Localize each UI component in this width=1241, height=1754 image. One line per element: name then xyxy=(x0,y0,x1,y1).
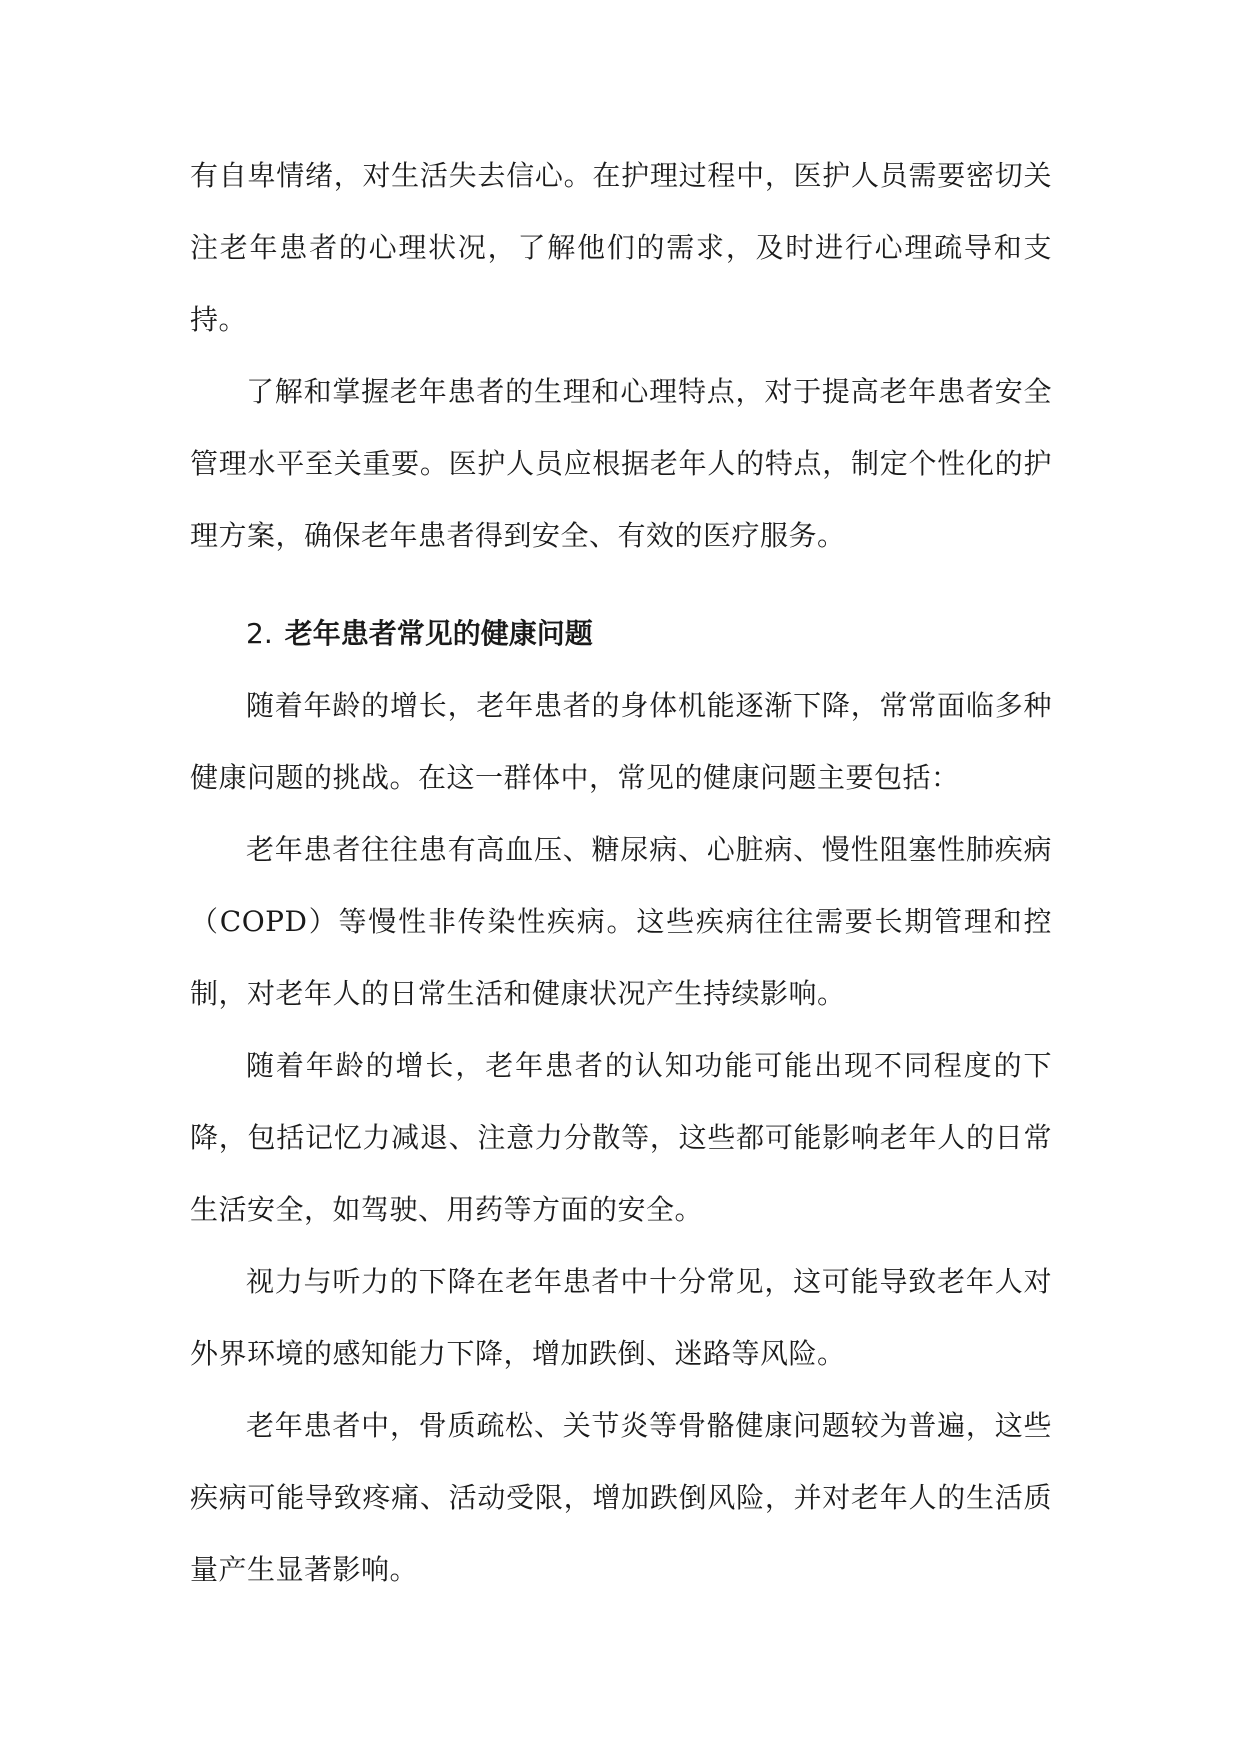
paragraph: 随着年龄的增长，老年患者的身体机能逐渐下降，常常面临多种健康问题的挑战。在这一群体中，常见的健康问题主要包括： xyxy=(190,689,1052,794)
paragraph: 视力与听力的下降在老年患者中十分常见，这可能导致老年人对外界环境的感知能力下降，增加跌倒、迷路等风险。 xyxy=(190,1265,1052,1370)
section-number: 2. xyxy=(246,617,273,650)
paragraph-continuation: 有自卑情绪，对生活失去信心。在护理过程中，医护人员需要密切关注老年患者的心理状况，了解他们的需求，及时进行心理疏导和支持。 xyxy=(190,159,1052,336)
document-body xyxy=(190,140,1052,1606)
paragraph: 随着年龄的增长，老年患者的认知功能可能出现不同程度的下降，包括记忆力减退、注意力分散等，这些都可能影响老年人的日常生活安全，如驾驶、用药等方面的安全。 xyxy=(190,1049,1052,1226)
paragraph: 老年患者中，骨质疏松、关节炎等骨骼健康问题较为普遍，这些疾病可能导致疼痛、活动受限，增加跌倒风险，并对老年人的生活质量产生显著影响。 xyxy=(190,1409,1052,1586)
paragraph: 老年患者往往患有高血压、糖尿病、心脏病、慢性阻塞性肺疾病（COPD）等慢性非传染性疾病。这些疾病往往需要长期管理和控制，对老年人的日常生活和健康状况产生持续影响。 xyxy=(190,833,1052,1010)
paragraph: 了解和掌握老年患者的生理和心理特点，对于提高老年患者安全管理水平至关重要。医护人员应根据老年人的特点，制定个性化的护理方案，确保老年患者得到安全、有效的医疗服务。 xyxy=(190,375,1052,552)
section-heading xyxy=(190,598,1052,670)
section-title: 老年患者常见的健康问题 xyxy=(284,617,593,650)
